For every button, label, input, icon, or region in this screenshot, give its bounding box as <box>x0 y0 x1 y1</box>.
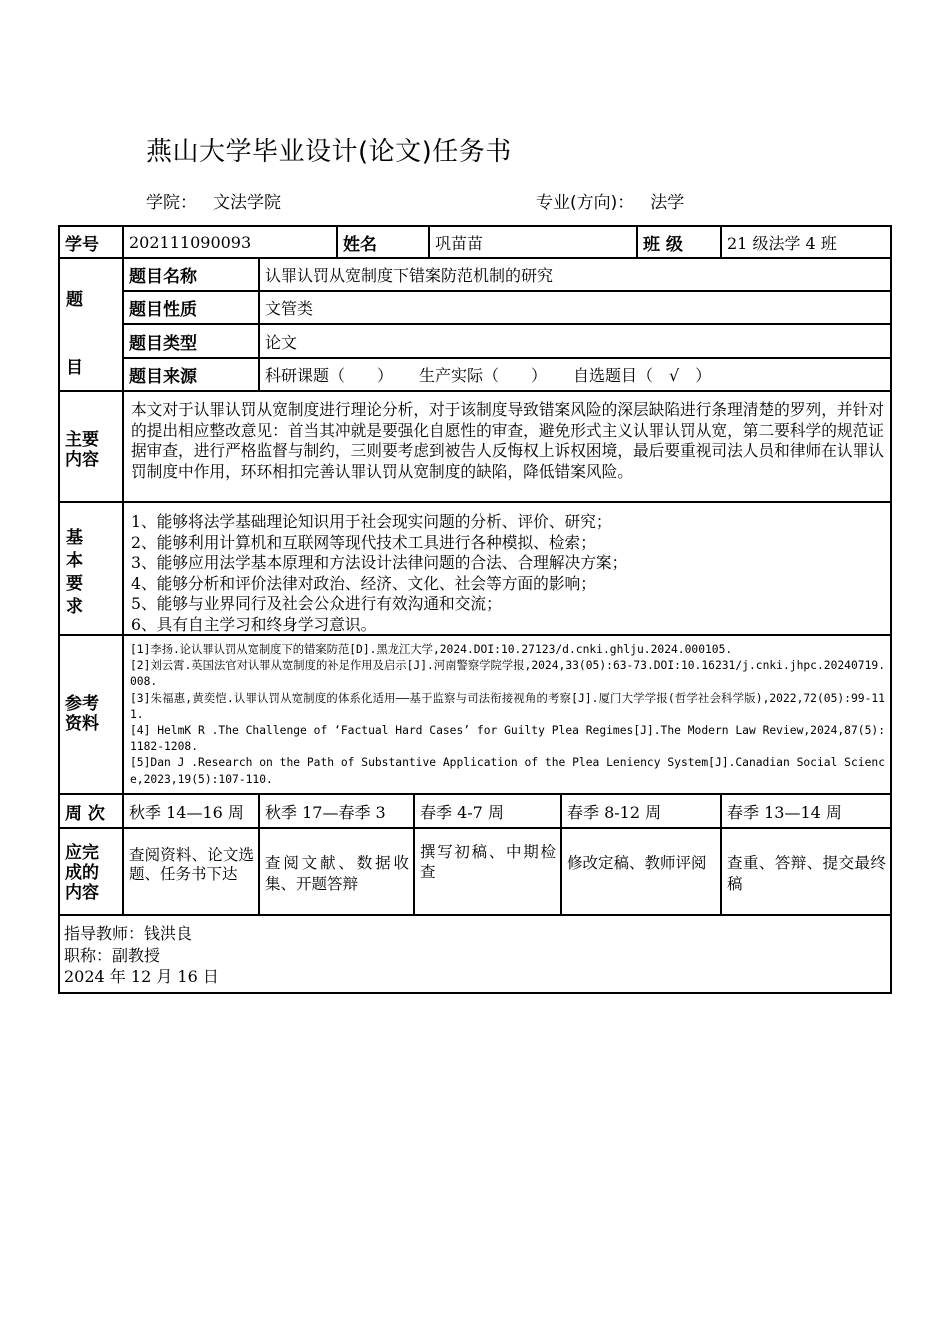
references-list <box>122 634 892 795</box>
class-value: 21 级法学 4 班 <box>720 225 892 259</box>
requirement-item: 4、能够分析和评价法律对政治、经济、文化、社会等方面的影响； <box>131 573 596 593</box>
source-option-research: 科研课题（ ） <box>265 366 394 385</box>
reference-item: [3]朱福惠,黄奕恺.认罪认罚从宽制度的体系化适用——基于监察与司法衔接视角的考察[J].厦门大学学报(哲学社会科学版),2022,72(05):99-111. <box>130 691 885 721</box>
advisor-rank: 职称：副教授 <box>64 945 161 965</box>
topic-group-char-2: 目 <box>66 358 83 378</box>
reference-item: [1]李扬.论认罪认罚从宽制度下的错案防范[D].黑龙江大学,2024.DOI:10.27123/d.cnki.ghlju.2024.000105. <box>130 643 733 656</box>
source-option-self-selected: 自选题目（ √ ） <box>573 366 712 385</box>
requirements-label: 基 本 要 求 <box>58 501 124 636</box>
requirements-list <box>122 501 892 636</box>
advisor-block <box>58 914 892 994</box>
topic-source-options <box>258 357 892 392</box>
task-cell: 查阅文献、数据收集、开题答辩 <box>258 827 415 916</box>
requirement-item: 1、能够将法学基础理论知识用于社会现实问题的分析、评价、研究； <box>131 512 612 531</box>
topic-source-label: 题目来源 <box>122 357 260 392</box>
sign-date: 2024 年 12 月 16 日 <box>64 967 219 986</box>
topic-group-label <box>58 257 124 392</box>
college-value: 文法学院 <box>213 193 281 213</box>
week-cell: 春季 8-12 周 <box>560 793 722 829</box>
name-label: 姓名 <box>336 225 430 259</box>
name-value: 巩苗苗 <box>428 225 638 259</box>
topic-group-char-1: 题 <box>66 290 83 310</box>
source-option-production: 生产实际（ ） <box>419 366 548 385</box>
requirement-item: 5、能够与业界同行及社会公众进行有效沟通和交流； <box>131 594 502 613</box>
topic-type-value: 论文 <box>258 323 892 359</box>
advisor-name: 指导教师：钱洪良 <box>64 924 193 943</box>
class-label: 班 级 <box>636 225 722 259</box>
task-label: 应完 成的 内容 <box>58 827 124 916</box>
requirement-item: 2、能够利用计算机和互联网等现代技术工具进行各种模拟、检索； <box>131 532 596 552</box>
topic-nature-value: 文管类 <box>258 290 892 325</box>
student-id-value: 202111090093 <box>122 225 338 259</box>
main-content-label: 主要 内容 <box>58 390 124 503</box>
main-content-text: 本文对于认罪认罚从宽制度进行理论分析，对于该制度导致错案风险的深层缺陷进行条理清楚的罗列，并针对的提出相应整改意见：首当其冲就是要强化自愿性的审查，避免形式主义认罪认罚从宽，第二要科学的规范证据审查，进行严格监督与制约，三则要考虑到被告人反悔权上诉权困境，最后要重视司法人员和律师在认罪认罚制度中作用，环环相扣完善认罪认罚从宽制度的缺陷，降低错案风险。 <box>122 390 892 503</box>
references-label: 参考 资料 <box>58 634 124 795</box>
task-cell: 查阅资料、论文选题、任务书下达 <box>122 827 260 916</box>
topic-type-label: 题目类型 <box>122 323 260 359</box>
document-title: 燕山大学毕业设计(论文)任务书 <box>146 137 512 167</box>
task-cell: 查重、答辩、提交最终稿 <box>720 827 892 916</box>
college-label: 学院： <box>146 193 197 213</box>
reference-item: [5]Dan J .Research on the Path of Substantive Application of the Plea Leniency System[J].Canadian Social Science,2023,19(5):107-110. <box>130 756 885 786</box>
major-value: 法学 <box>650 193 685 213</box>
requirement-item: 3、能够应用法学基本原理和方法设计法律问题的合法、合理解决方案； <box>131 553 628 572</box>
major-field <box>536 188 684 213</box>
week-cell: 秋季 17—春季 3 <box>258 793 415 829</box>
reference-item: [2]刘云霄.英国法官对认罪从宽制度的补足作用及启示[J].河南警察学院学报,2024,33(05):63-73.DOI:10.16231/j.cnki.jhpc.20240719.008. <box>130 659 885 689</box>
week-cell: 春季 13—14 周 <box>720 793 892 829</box>
requirement-item: 6、具有自主学习和终身学习意识。 <box>131 614 377 634</box>
reference-item: [4] HelmK R .The Challenge of ‘Factual Hard Cases’ for Guilty Plea Regimes[J].The Modern Law Review,2024,87(5):1182-1208. <box>130 724 885 754</box>
topic-name-label: 题目名称 <box>122 257 260 292</box>
week-cell: 秋季 14—16 周 <box>122 793 260 829</box>
week-cell: 春季 4-7 周 <box>413 793 562 829</box>
topic-nature-label: 题目性质 <box>122 290 260 325</box>
topic-name-value: 认罪认罚从宽制度下错案防范机制的研究 <box>258 257 892 292</box>
week-label: 周 次 <box>58 793 124 829</box>
task-cell: 撰写初稿、中期检查 <box>413 827 562 916</box>
college-field <box>146 188 281 213</box>
task-cell: 修改定稿、教师评阅 <box>560 827 722 916</box>
major-label: 专业(方向)： <box>536 193 635 213</box>
student-id-label: 学号 <box>58 225 124 259</box>
